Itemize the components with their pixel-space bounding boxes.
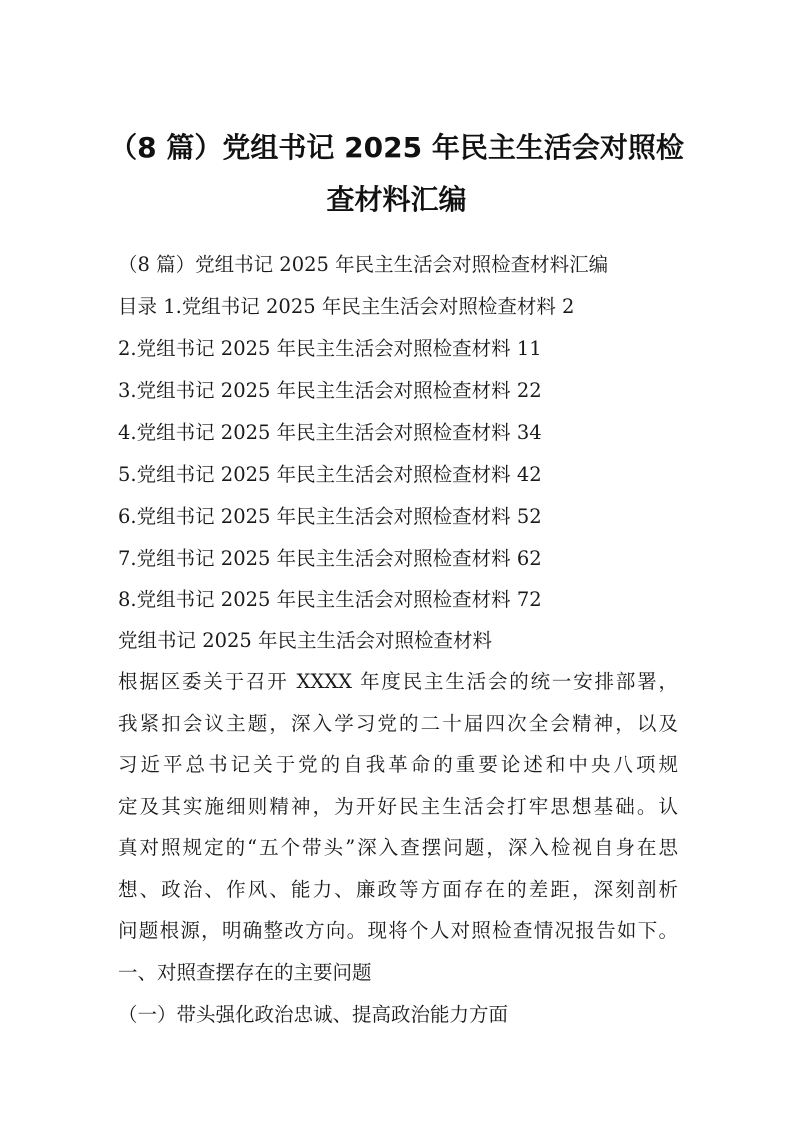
- document-title: [100, 122, 693, 226]
- heading-level-1: 一、对照查摆存在的主要问题: [118, 961, 372, 984]
- body-line: 习近平总书记关于党的自我革命的重要论述和中央八项规: [118, 753, 678, 776]
- body-line: 定及其实施细则精神，为开好民主生活会打牢思想基础。认: [118, 795, 678, 818]
- body-line: 真对照规定的“五个带头”深入查摆问题，深入检视自身在思: [118, 836, 678, 859]
- body-line: 想、政治、作风、能力、廉政等方面存在的差距，深刻剖析: [118, 878, 678, 901]
- section-title: 党组书记 2025 年民主生活会对照检查材料: [118, 629, 493, 652]
- toc-item: 5.党组书记 2025 年民主生活会对照检查材料 42: [118, 463, 542, 486]
- body-line: 我紧扣会议主题，深入学习党的二十届四次全会精神，以及: [118, 712, 678, 735]
- body-line: 根据区委关于召开 XXXX 年度民主生活会的统一安排部署，: [118, 670, 678, 693]
- heading-level-2: （一）带头强化政治忠诚、提高政治能力方面: [118, 1003, 509, 1026]
- body-line: 问题根源，明确整改方向。现将个人对照检查情况报告如下。: [118, 919, 678, 942]
- toc-item: 3.党组书记 2025 年民主生活会对照检查材料 22: [118, 379, 542, 402]
- toc-item: 目录 1.党组书记 2025 年民主生活会对照检查材料 2: [118, 295, 575, 318]
- toc-item: 4.党组书记 2025 年民主生活会对照检查材料 34: [118, 421, 542, 444]
- title-line-1: （8 篇）党组书记 2025 年民主生活会对照检: [109, 131, 684, 164]
- title-line-2: 查材料汇编: [326, 183, 467, 216]
- toc-item: 6.党组书记 2025 年民主生活会对照检查材料 52: [118, 505, 542, 528]
- subtitle: （8 篇）党组书记 2025 年民主生活会对照检查材料汇编: [118, 253, 609, 276]
- toc-item: 2.党组书记 2025 年民主生活会对照检查材料 11: [118, 337, 542, 360]
- toc-item: 7.党组书记 2025 年民主生活会对照检查材料 62: [118, 547, 542, 570]
- toc-item: 8.党组书记 2025 年民主生活会对照检查材料 72: [118, 588, 542, 611]
